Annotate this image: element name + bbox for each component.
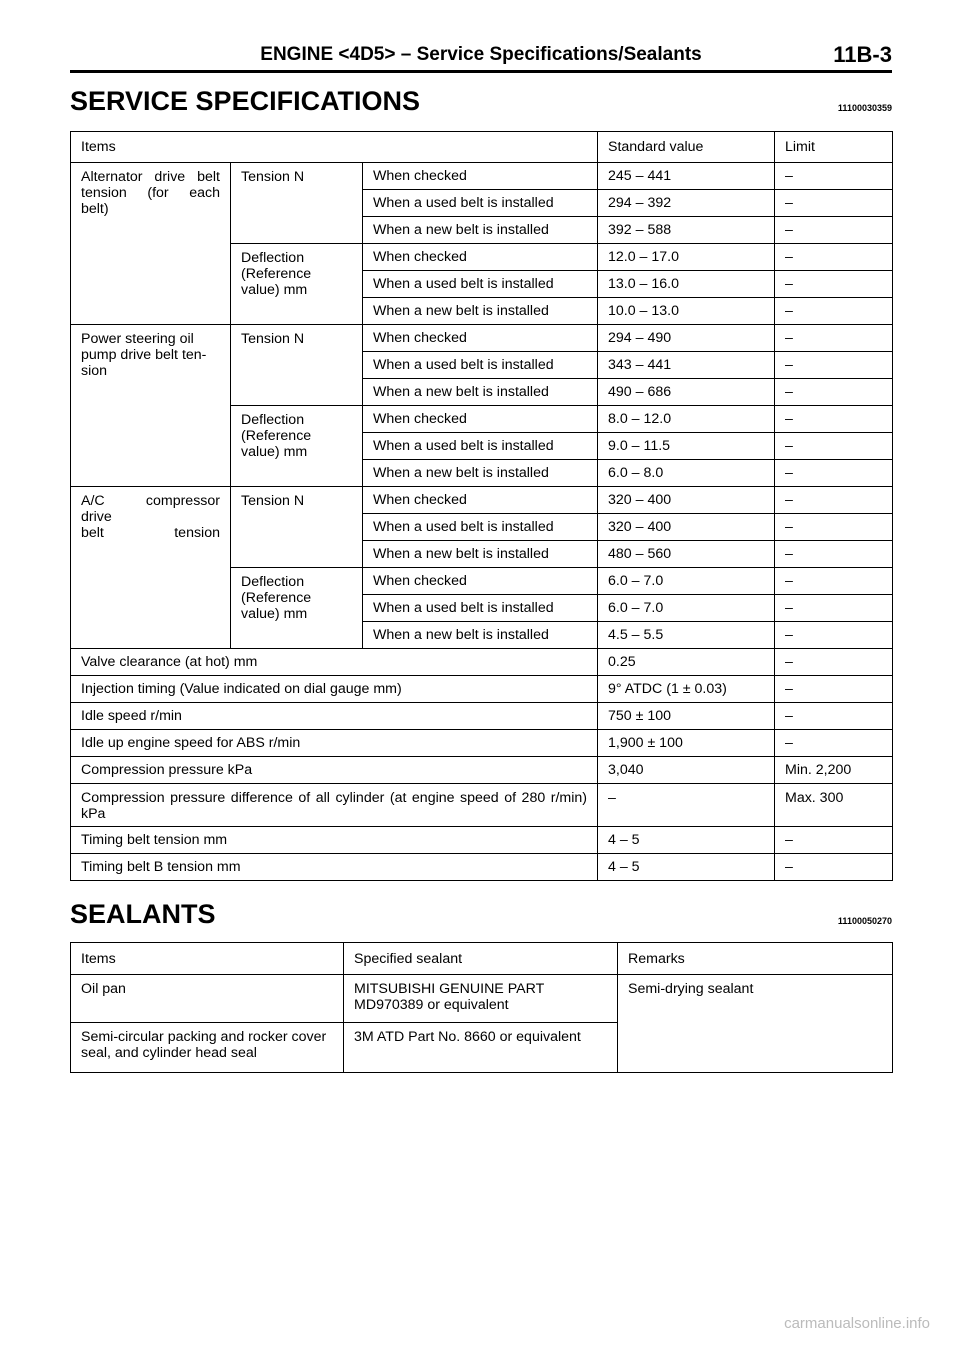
condition: When checked [363, 244, 598, 271]
limit-value: – [775, 541, 893, 568]
condition: When a new belt is installed [363, 460, 598, 487]
label-line: Power steering oil [81, 331, 194, 347]
label-line: value) mm [241, 606, 308, 622]
limit-value: – [775, 163, 893, 190]
item: Timing belt B tension mm [71, 854, 598, 881]
belt-group-label [71, 325, 231, 487]
page-header [70, 42, 892, 70]
header-rule [70, 70, 892, 73]
col-standard: Standard value [598, 132, 775, 163]
condition: When a new belt is installed [363, 541, 598, 568]
condition: When checked [363, 487, 598, 514]
spec-row [71, 163, 893, 190]
condition: When a used belt is installed [363, 271, 598, 298]
standard-value: 320 – 400 [598, 514, 775, 541]
standard-value: 6.0 – 7.0 [598, 595, 775, 622]
watermark: carmanualsonline.info [784, 1315, 930, 1332]
service-specifications-table [70, 131, 893, 881]
limit-value: – [775, 325, 893, 352]
measure-label [231, 568, 363, 649]
label-line: drive [81, 509, 112, 525]
measure-label [231, 406, 363, 487]
condition: When checked [363, 325, 598, 352]
specs-heading: SERVICE SPECIFICATIONS [70, 86, 421, 116]
item: Compression pressure kPa [71, 757, 598, 784]
sealant-row [71, 975, 893, 1023]
limit-value: – [775, 406, 893, 433]
standard-value: 6.0 – 7.0 [598, 568, 775, 595]
limit-value: Max. 300 [775, 784, 893, 827]
label-line: value) mm [241, 282, 308, 298]
sealants-table [70, 942, 893, 1073]
item: Idle speed r/min [71, 703, 598, 730]
specs-heading-row [70, 88, 892, 115]
spec-row [71, 325, 893, 352]
standard-value: 3,040 [598, 757, 775, 784]
limit-value: – [775, 352, 893, 379]
limit-value: – [775, 244, 893, 271]
item: Valve clearance (at hot) mm [71, 649, 598, 676]
sealants-code: 11100050270 [837, 916, 892, 926]
condition: When a new belt is installed [363, 622, 598, 649]
condition: When a new belt is installed [363, 379, 598, 406]
label-line: sion [81, 363, 108, 379]
standard-value: 4 – 5 [598, 827, 775, 854]
limit-value: – [775, 298, 893, 325]
page-number: 11B-3 [833, 42, 892, 67]
col-items: Items [71, 132, 598, 163]
sealants-heading: SEALANTS [70, 899, 216, 929]
label-line: (Reference [241, 590, 312, 606]
belt-group-label [71, 163, 231, 325]
condition: When a used belt is installed [363, 595, 598, 622]
header-title: ENGINE <4D5> – Service Specifications/Sealants [260, 44, 702, 65]
specs-header-row [71, 132, 893, 163]
limit-value: – [775, 854, 893, 881]
sealants-heading-row [70, 901, 892, 928]
condition: When a used belt is installed [363, 190, 598, 217]
item: Timing belt tension mm [71, 827, 598, 854]
standard-value: 4.5 – 5.5 [598, 622, 775, 649]
belt-group-label [71, 487, 231, 649]
limit-value: – [775, 649, 893, 676]
standard-value: – [598, 784, 775, 827]
spec-row [71, 487, 893, 514]
label-line: Tension N [241, 169, 305, 185]
standard-value: 9° ATDC (1 ± 0.03) [598, 676, 775, 703]
standard-value: 13.0 – 16.0 [598, 271, 775, 298]
standard-value: 6.0 – 8.0 [598, 460, 775, 487]
standard-value: 480 – 560 [598, 541, 775, 568]
standard-value: 10.0 – 13.0 [598, 298, 775, 325]
item: Idle up engine speed for ABS r/min [71, 730, 598, 757]
limit-value: – [775, 703, 893, 730]
measure-label [231, 325, 363, 406]
label-line: value) mm [241, 444, 308, 460]
label-line: (Reference [241, 428, 312, 444]
condition: When a used belt is installed [363, 433, 598, 460]
label-line: Deflection [241, 574, 305, 590]
col-limit: Limit [775, 132, 893, 163]
label-line: pump drive belt ten- [81, 347, 207, 363]
condition: When checked [363, 568, 598, 595]
standard-value: 294 – 490 [598, 325, 775, 352]
sealants-header-row [71, 943, 893, 975]
limit-value: – [775, 433, 893, 460]
spec-row [71, 827, 893, 854]
label-line: belt) [81, 201, 109, 217]
label-line: Deflection [241, 412, 305, 428]
measure-label [231, 487, 363, 568]
standard-value: 12.0 – 17.0 [598, 244, 775, 271]
standard-value: 0.25 [598, 649, 775, 676]
limit-value: – [775, 595, 893, 622]
condition: When a new belt is installed [363, 217, 598, 244]
spec-row [71, 703, 893, 730]
item: Compression pressure difference of all cylinder (at engine speed of 280 r/min) kPa [71, 784, 598, 827]
limit-value: – [775, 190, 893, 217]
measure-label [231, 163, 363, 244]
limit-value: – [775, 271, 893, 298]
label-line: Alternator drive belt [81, 169, 220, 185]
sealant-spec: MITSUBISHI GENUINE PART MD970389 or equivalent [344, 975, 618, 1023]
limit-value: – [775, 676, 893, 703]
sealant-item: Semi-circular packing and rocker cover seal, and cylinder head seal [71, 1023, 344, 1073]
col-items: Items [71, 943, 344, 975]
standard-value: 343 – 441 [598, 352, 775, 379]
condition: When checked [363, 163, 598, 190]
spec-row [71, 676, 893, 703]
col-sealant: Specified sealant [344, 943, 618, 975]
col-remarks: Remarks [618, 943, 893, 975]
standard-value: 4 – 5 [598, 854, 775, 881]
standard-value: 490 – 686 [598, 379, 775, 406]
standard-value: 245 – 441 [598, 163, 775, 190]
label-line: A/C compressor [81, 493, 220, 509]
limit-value: – [775, 827, 893, 854]
standard-value: 1,900 ± 100 [598, 730, 775, 757]
condition: When a used belt is installed [363, 352, 598, 379]
item: Injection timing (Value indicated on dial gauge mm) [71, 676, 598, 703]
limit-value: Min. 2,200 [775, 757, 893, 784]
limit-value: – [775, 730, 893, 757]
standard-value: 8.0 – 12.0 [598, 406, 775, 433]
condition: When checked [363, 406, 598, 433]
standard-value: 9.0 – 11.5 [598, 433, 775, 460]
standard-value: 320 – 400 [598, 487, 775, 514]
spec-row [71, 854, 893, 881]
limit-value: – [775, 514, 893, 541]
limit-value: – [775, 460, 893, 487]
spec-row [71, 649, 893, 676]
label-line: Tension N [241, 493, 305, 509]
standard-value: 294 – 392 [598, 190, 775, 217]
label-line: tension (for each [81, 185, 220, 201]
label-line: (Reference [241, 266, 312, 282]
condition: When a new belt is installed [363, 298, 598, 325]
spec-row [71, 784, 893, 827]
limit-value: – [775, 379, 893, 406]
limit-value: – [775, 622, 893, 649]
sealant-item: Oil pan [71, 975, 344, 1023]
limit-value: – [775, 487, 893, 514]
standard-value: 750 ± 100 [598, 703, 775, 730]
standard-value: 392 – 588 [598, 217, 775, 244]
specs-code: 11100030359 [837, 103, 892, 113]
limit-value: – [775, 217, 893, 244]
spec-row [71, 730, 893, 757]
label-line: Deflection [241, 250, 305, 266]
measure-label [231, 244, 363, 325]
condition: When a used belt is installed [363, 514, 598, 541]
sealant-spec: 3M ATD Part No. 8660 or equivalent [344, 1023, 618, 1073]
label-line: belt tension [81, 525, 220, 541]
sealant-remarks: Semi-drying sealant [618, 975, 893, 1073]
label-line: Tension N [241, 331, 305, 347]
spec-row [71, 757, 893, 784]
limit-value: – [775, 568, 893, 595]
